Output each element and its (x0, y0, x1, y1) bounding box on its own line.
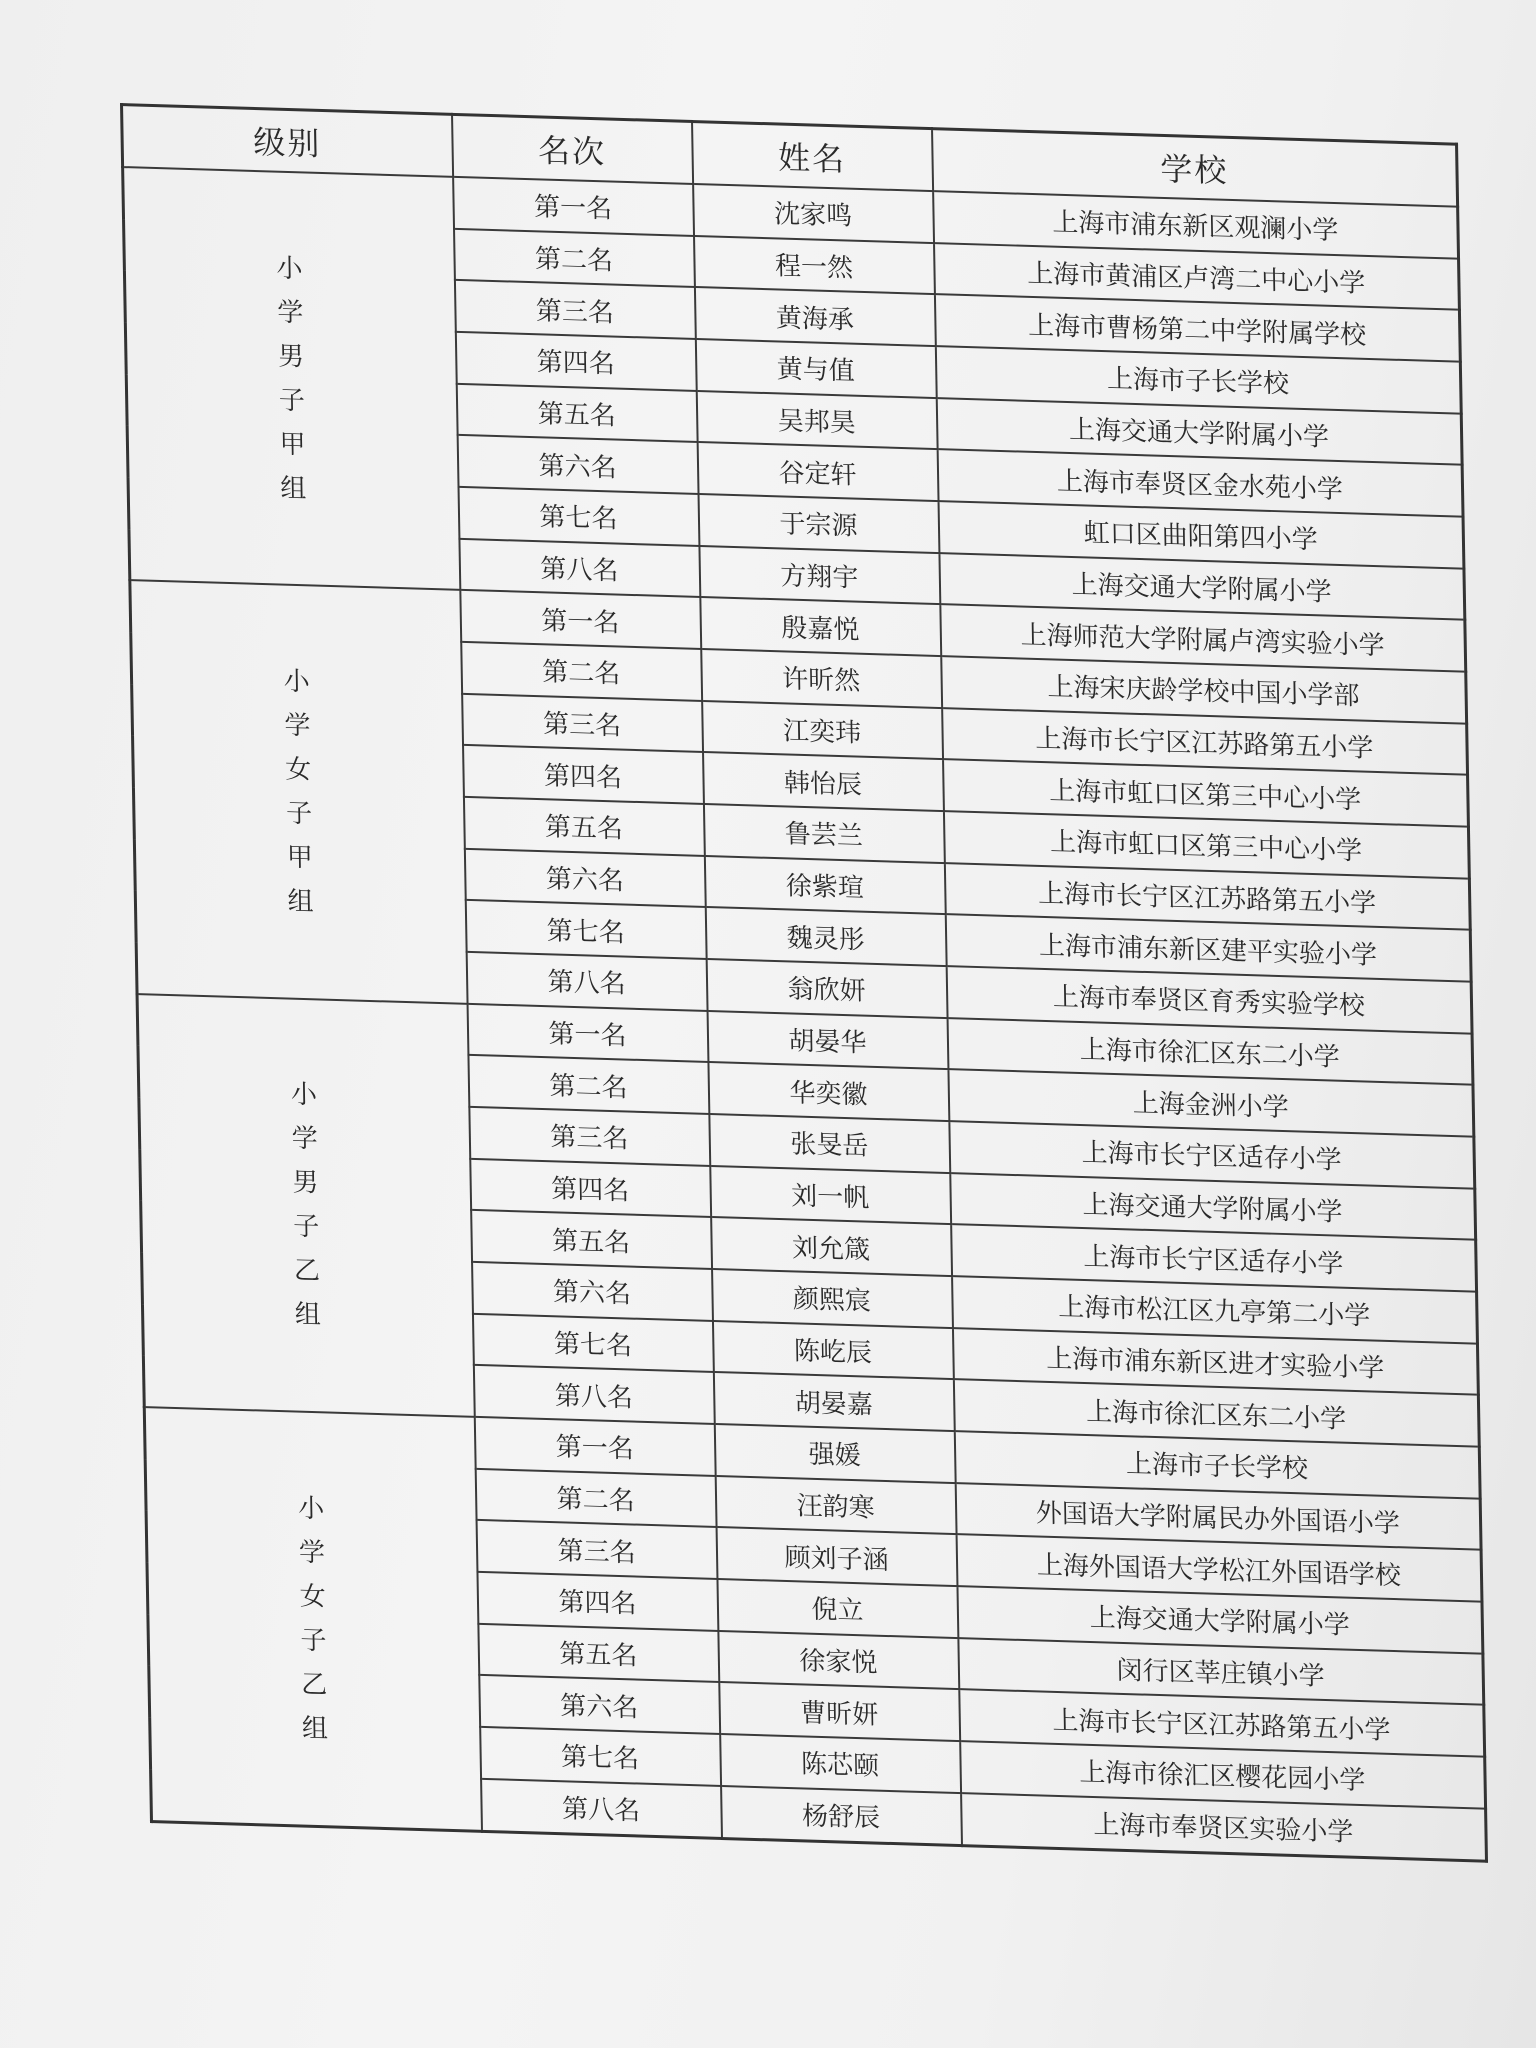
table-body (123, 167, 1487, 1861)
school-cell: 上海市奉贤区金水苑小学 (937, 449, 1463, 516)
rank-cell: 第五名 (456, 384, 697, 443)
school-cell: 上海市长宁区江苏路第五小学 (942, 708, 1468, 775)
school-cell: 上海市徐汇区东二小学 (953, 1380, 1479, 1447)
school-cell: 上海市浦东新区建平实验小学 (945, 914, 1471, 981)
results-table (120, 103, 1488, 1863)
school-cell: 上海宋庆龄学校中国小学部 (941, 656, 1467, 723)
rank-cell: 第二名 (461, 642, 702, 701)
school-cell: 上海市子长学校 (935, 346, 1461, 413)
results-table-wrapper (120, 103, 1485, 1863)
name-cell: 江奕玮 (702, 701, 943, 760)
name-cell: 许昕然 (701, 649, 942, 708)
rank-cell: 第四名 (455, 332, 696, 391)
rank-cell: 第七名 (480, 1727, 721, 1786)
rank-cell: 第七名 (465, 900, 706, 959)
name-cell: 陈芯颐 (720, 1734, 961, 1793)
school-cell: 闵行区莘庄镇小学 (958, 1638, 1484, 1705)
header-name: 姓名 (692, 121, 933, 191)
school-cell: 上海市黄浦区卢湾二中心小学 (934, 243, 1460, 310)
rank-cell: 第一名 (467, 1004, 708, 1063)
rank-cell: 第四名 (470, 1159, 711, 1218)
school-cell: 上海外国语大学松江外国语学校 (956, 1535, 1482, 1602)
group-label: 小学女子甲组 (283, 666, 314, 918)
name-cell: 鲁芸兰 (703, 804, 944, 863)
group-label-cell (123, 167, 460, 590)
rank-cell: 第三名 (454, 280, 695, 339)
school-cell: 上海市长宁区江苏路第五小学 (944, 863, 1470, 930)
school-cell: 上海市松江区九亭第二小学 (952, 1276, 1478, 1343)
school-cell: 上海市曹杨第二中学附属学校 (934, 294, 1460, 361)
school-cell: 上海市虹口区第三中心小学 (943, 811, 1469, 878)
rank-cell: 第七名 (472, 1314, 713, 1373)
rank-cell: 第五名 (478, 1624, 719, 1683)
name-cell: 沈家鸣 (693, 184, 934, 243)
name-cell: 曹昕妍 (719, 1682, 960, 1741)
rank-cell: 第八名 (466, 952, 707, 1011)
name-cell: 陈屹辰 (712, 1321, 953, 1380)
name-cell: 方翔宇 (699, 546, 940, 605)
school-cell: 上海市浦东新区观澜小学 (933, 191, 1459, 258)
group-label: 小学女子乙组 (297, 1493, 329, 1745)
rank-cell: 第四名 (463, 745, 704, 804)
name-cell: 顾刘子涵 (716, 1527, 957, 1586)
name-cell: 颜熙宸 (712, 1269, 953, 1328)
group-label: 小学男子乙组 (290, 1080, 322, 1331)
rank-cell: 第五名 (471, 1210, 712, 1269)
rank-cell: 第一名 (453, 177, 694, 236)
school-cell: 上海交通大学附属小学 (950, 1173, 1476, 1240)
name-cell: 殷嘉悦 (700, 597, 941, 656)
name-cell: 韩怡辰 (703, 752, 944, 811)
school-cell: 上海交通大学附属小学 (936, 398, 1462, 465)
rank-cell: 第六名 (457, 435, 698, 494)
school-cell: 上海市长宁区适存小学 (949, 1121, 1475, 1188)
rank-cell: 第二名 (454, 229, 695, 288)
name-cell: 胡晏华 (707, 1011, 948, 1070)
name-cell: 强媛 (714, 1424, 955, 1483)
group-label-cell (137, 994, 474, 1417)
school-cell: 上海市奉贤区实验小学 (961, 1793, 1487, 1861)
name-cell: 黄与值 (695, 339, 936, 398)
rank-cell: 第三名 (469, 1107, 710, 1166)
name-cell: 杨舒辰 (721, 1786, 962, 1846)
name-cell: 刘允箴 (711, 1217, 952, 1276)
name-cell: 华奕徽 (708, 1062, 949, 1121)
name-cell: 倪立 (717, 1579, 958, 1638)
school-cell: 上海市长宁区江苏路第五小学 (959, 1690, 1485, 1757)
group-label-cell (130, 580, 467, 1003)
school-cell: 虹口区曲阳第四小学 (938, 501, 1464, 568)
rank-cell: 第八名 (473, 1365, 714, 1424)
rank-cell: 第五名 (463, 797, 704, 856)
rank-cell: 第七名 (458, 487, 699, 546)
rank-cell: 第六名 (472, 1262, 713, 1321)
rank-cell: 第六名 (479, 1675, 720, 1734)
rank-cell: 第一名 (474, 1417, 715, 1476)
header-group: 级别 (122, 105, 453, 177)
school-cell: 上海市虹口区第三中心小学 (943, 759, 1469, 826)
rank-cell: 第四名 (477, 1572, 718, 1631)
rank-cell: 第六名 (464, 849, 705, 908)
header-rank: 名次 (452, 114, 693, 184)
name-cell: 胡晏嘉 (713, 1372, 954, 1431)
rank-cell: 第二名 (475, 1469, 716, 1528)
rank-cell: 第二名 (468, 1055, 709, 1114)
school-cell: 外国语大学附属民办外国语小学 (955, 1483, 1481, 1550)
school-cell: 上海金洲小学 (948, 1070, 1474, 1137)
rank-cell: 第八名 (481, 1779, 722, 1839)
school-cell: 上海市子长学校 (954, 1431, 1480, 1498)
rank-cell: 第一名 (460, 590, 701, 649)
name-cell: 吴邦昊 (696, 391, 937, 450)
name-cell: 刘一帆 (710, 1166, 951, 1225)
school-cell: 上海市浦东新区进才实验小学 (952, 1328, 1478, 1395)
name-cell: 翁欣妍 (706, 959, 947, 1018)
name-cell: 于宗源 (698, 494, 939, 553)
school-cell: 上海交通大学附属小学 (957, 1586, 1483, 1653)
school-cell: 上海师范大学附属卢湾实验小学 (940, 604, 1466, 671)
name-cell: 徐家悦 (718, 1631, 959, 1690)
rank-cell: 第三名 (476, 1520, 717, 1579)
group-label: 小学男子甲组 (276, 253, 307, 505)
group-label-cell (144, 1407, 481, 1831)
school-cell: 上海市徐汇区樱花园小学 (960, 1741, 1486, 1808)
name-cell: 程一然 (694, 236, 935, 295)
school-cell: 上海市长宁区适存小学 (951, 1225, 1477, 1292)
header-school: 学校 (932, 129, 1458, 207)
name-cell: 魏灵彤 (705, 907, 946, 966)
school-cell: 上海市徐汇区东二小学 (947, 1018, 1473, 1085)
name-cell: 张旻岳 (709, 1114, 950, 1173)
rank-cell: 第八名 (459, 539, 700, 598)
name-cell: 汪韵寒 (715, 1476, 956, 1535)
name-cell: 黄海承 (694, 287, 935, 346)
name-cell: 谷定轩 (697, 442, 938, 501)
name-cell: 徐紫瑄 (704, 856, 945, 915)
school-cell: 上海市奉贤区育秀实验学校 (946, 966, 1472, 1033)
school-cell: 上海交通大学附属小学 (939, 553, 1465, 620)
rank-cell: 第三名 (462, 694, 703, 753)
